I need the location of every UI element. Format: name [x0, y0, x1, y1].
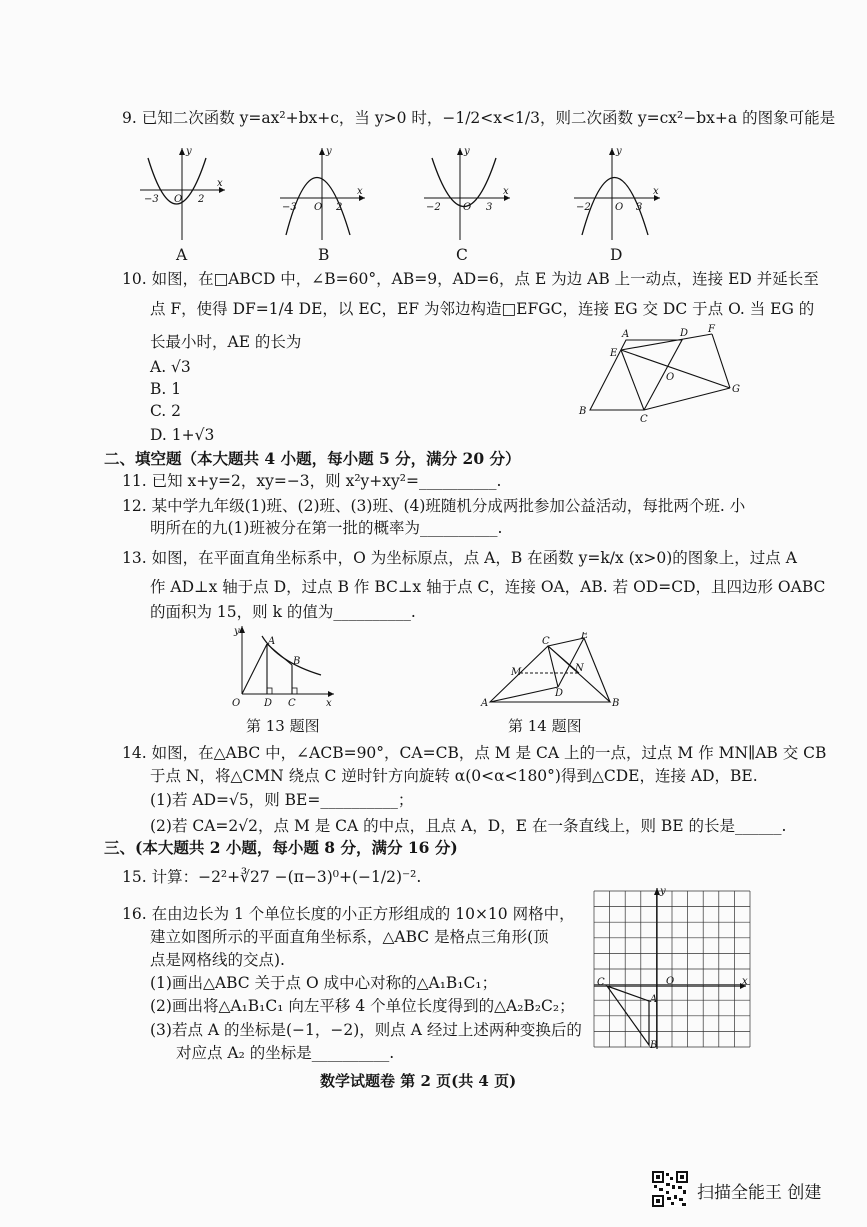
svg-text:C: C: [288, 698, 296, 709]
svg-text:O: O: [232, 698, 241, 709]
question-11: 11. 已知 x+y=2，xy=−3，则 x²y+xy²=__________.: [122, 472, 502, 490]
q9-graph-d: [574, 146, 660, 240]
question-10-line3: 长最小时，AE 的长为: [150, 333, 302, 351]
svg-text:y: y: [464, 146, 470, 157]
svg-text:A: A: [268, 636, 276, 647]
question-16-line2: 建立如图所示的平面直角坐标系，△ABC 是格点三角形(顶: [150, 928, 549, 946]
q9-graph-c: [424, 146, 510, 240]
svg-text:x: x: [357, 186, 363, 197]
svg-text:−2: −2: [576, 202, 591, 213]
q9-a-origin: O: [174, 194, 183, 205]
q9-a-x: x: [217, 178, 223, 189]
svg-text:y: y: [616, 146, 622, 157]
svg-text:B: B: [579, 406, 587, 417]
question-16-line1: 16. 在由边长为 1 个单位长度的小正方形组成的 10×10 网格中，: [122, 905, 575, 923]
q16-grid-figure: [578, 884, 753, 1056]
question-14-sub2: (2)若 CA=2√2，点 M 是 CA 的中点，且点 A，D，E 在一条直线上，则 BE 的长是______.: [150, 817, 787, 835]
q10-option-a: A. √3: [150, 358, 191, 376]
svg-text:C: C: [640, 414, 648, 425]
q9-a-right: 2: [198, 194, 205, 205]
svg-text:B: B: [293, 656, 301, 667]
q9-option-b: B: [318, 246, 330, 264]
svg-text:A: A: [481, 698, 489, 709]
svg-text:A: A: [650, 994, 658, 1005]
svg-text:D: D: [264, 698, 273, 709]
q9-a-left: −3: [144, 194, 159, 205]
svg-text:y: y: [326, 146, 332, 157]
question-15: 15. 计算：−2²+∛27 −(π−3)⁰+(−1/2)⁻².: [122, 868, 422, 886]
svg-text:y: y: [660, 886, 666, 897]
q10-option-c: C. 2: [150, 402, 182, 420]
svg-text:O: O: [463, 202, 472, 213]
q10-option-d: D. 1+√3: [150, 426, 215, 444]
q13-figure: [226, 622, 341, 712]
svg-text:B: B: [612, 698, 620, 709]
q9-graph-b: [280, 146, 365, 240]
question-16-sub2: (2)画出将△A₁B₁C₁ 向左平移 4 个单位长度得到的△A₂B₂C₂；: [150, 997, 575, 1015]
svg-text:N: N: [575, 663, 584, 674]
svg-text:3: 3: [636, 202, 643, 213]
q10-option-b: B. 1: [150, 380, 182, 398]
svg-text:A: A: [622, 329, 630, 340]
question-16-sub4: 对应点 A₂ 的坐标是__________.: [176, 1044, 395, 1062]
svg-text:E: E: [581, 632, 589, 641]
section-3-heading: 三、(本大题共 2 小题，每小题 8 分，满分 16 分): [104, 838, 458, 857]
q9-option-d: D: [610, 246, 623, 264]
svg-text:G: G: [732, 384, 740, 395]
svg-text:O: O: [666, 372, 675, 383]
question-16-sub3: (3)若点 A 的坐标是(−1，−2)，则点 A 经过上述两种变换后的: [150, 1021, 582, 1039]
q9-graphs: [120, 140, 680, 265]
question-10-line2: 点 F，使得 DF=1/4 DE，以 EC，EF 为邻边构造□EFGC，连接 EG 交 DC 于点 O. 当 EG 的: [150, 300, 815, 318]
svg-text:O: O: [666, 976, 675, 987]
svg-text:O: O: [314, 202, 323, 213]
svg-text:O: O: [615, 202, 624, 213]
question-12-line2: 明所在的九(1)班被分在第一批的概率为__________.: [150, 519, 503, 537]
q9-option-c: C: [456, 246, 468, 264]
svg-text:x: x: [326, 698, 332, 709]
svg-text:y: y: [234, 626, 240, 637]
question-9-text: 9. 已知二次函数 y=ax²+bx+c，当 y>0 时，−1/2<x<1/3，则二次函数 y=cx²−bx+a 的图象可能是: [122, 109, 836, 127]
svg-text:3: 3: [486, 202, 493, 213]
q13-caption: 第 13 题图: [246, 717, 320, 735]
svg-text:−3: −3: [282, 202, 297, 213]
question-14-sub1: (1)若 AD=√5，则 BE=__________；: [150, 791, 414, 809]
q14-caption: 第 14 题图: [508, 717, 582, 735]
question-13-line3: 的面积为 15，则 k 的值为__________.: [150, 603, 416, 621]
question-14-line1: 14. 如图，在△ABC 中，∠ACB=90°，CA=CB，点 M 是 CA 上的一点，过点 M 作 MN∥AB 交 CB: [122, 744, 827, 762]
question-16-sub1: (1)画出△ABC 关于点 O 成中心对称的△A₁B₁C₁；: [150, 974, 498, 992]
svg-text:x: x: [742, 976, 748, 987]
q9-option-a: A: [176, 246, 188, 264]
svg-text:D: D: [555, 688, 564, 699]
question-14-line2: 于点 N，将△CMN 绕点 C 逆时针方向旋转 α(0<α<180°)得到△CDE，连接 AD，BE.: [150, 767, 758, 785]
svg-text:x: x: [653, 186, 659, 197]
question-13-line1: 13. 如图，在平面直角坐标系中，O 为坐标原点，点 A，B 在函数 y=k/x (x>0)的图象上，过点 A: [122, 549, 797, 567]
qr-code-icon: [652, 1171, 688, 1207]
question-13-line2: 作 AD⊥x 轴于点 D，过点 B 作 BC⊥x 轴于点 C，连接 OA，AB. 若 OD=CD，且四边形 OABC: [150, 578, 826, 596]
svg-text:B: B: [650, 1040, 658, 1051]
svg-text:2: 2: [336, 202, 343, 213]
svg-text:x: x: [503, 186, 509, 197]
q10-parallelogram-figure: [570, 322, 750, 427]
question-16-line3: 点是网格线的交点).: [150, 951, 285, 969]
question-12-line1: 12. 某中学九年级(1)班、(2)班、(3)班、(4)班随机分成两批参加公益活动，每批两个班. 小: [122, 497, 746, 515]
q9-a-y: y: [186, 146, 192, 157]
svg-text:D: D: [680, 328, 689, 339]
svg-text:F: F: [708, 324, 715, 335]
scanner-brand-text: 扫描全能王 创建: [697, 1183, 822, 1203]
page-footer: 数学试题卷 第 2 页(共 4 页): [320, 1072, 517, 1090]
svg-text:C: C: [597, 977, 605, 988]
svg-text:M: M: [511, 667, 522, 678]
svg-text:E: E: [610, 348, 618, 359]
svg-text:−2: −2: [426, 202, 441, 213]
question-10-line1: 10. 如图，在□ABCD 中，∠B=60°，AB=9，AD=6，点 E 为边 AB 上一动点，连接 ED 并延长至: [122, 270, 819, 288]
svg-text:C: C: [542, 636, 550, 647]
q14-figure: [478, 632, 623, 712]
section-2-heading: 二、填空题（本大题共 4 小题，每小题 5 分，满分 20 分）: [104, 449, 521, 468]
q9-graph-a: [140, 146, 225, 240]
